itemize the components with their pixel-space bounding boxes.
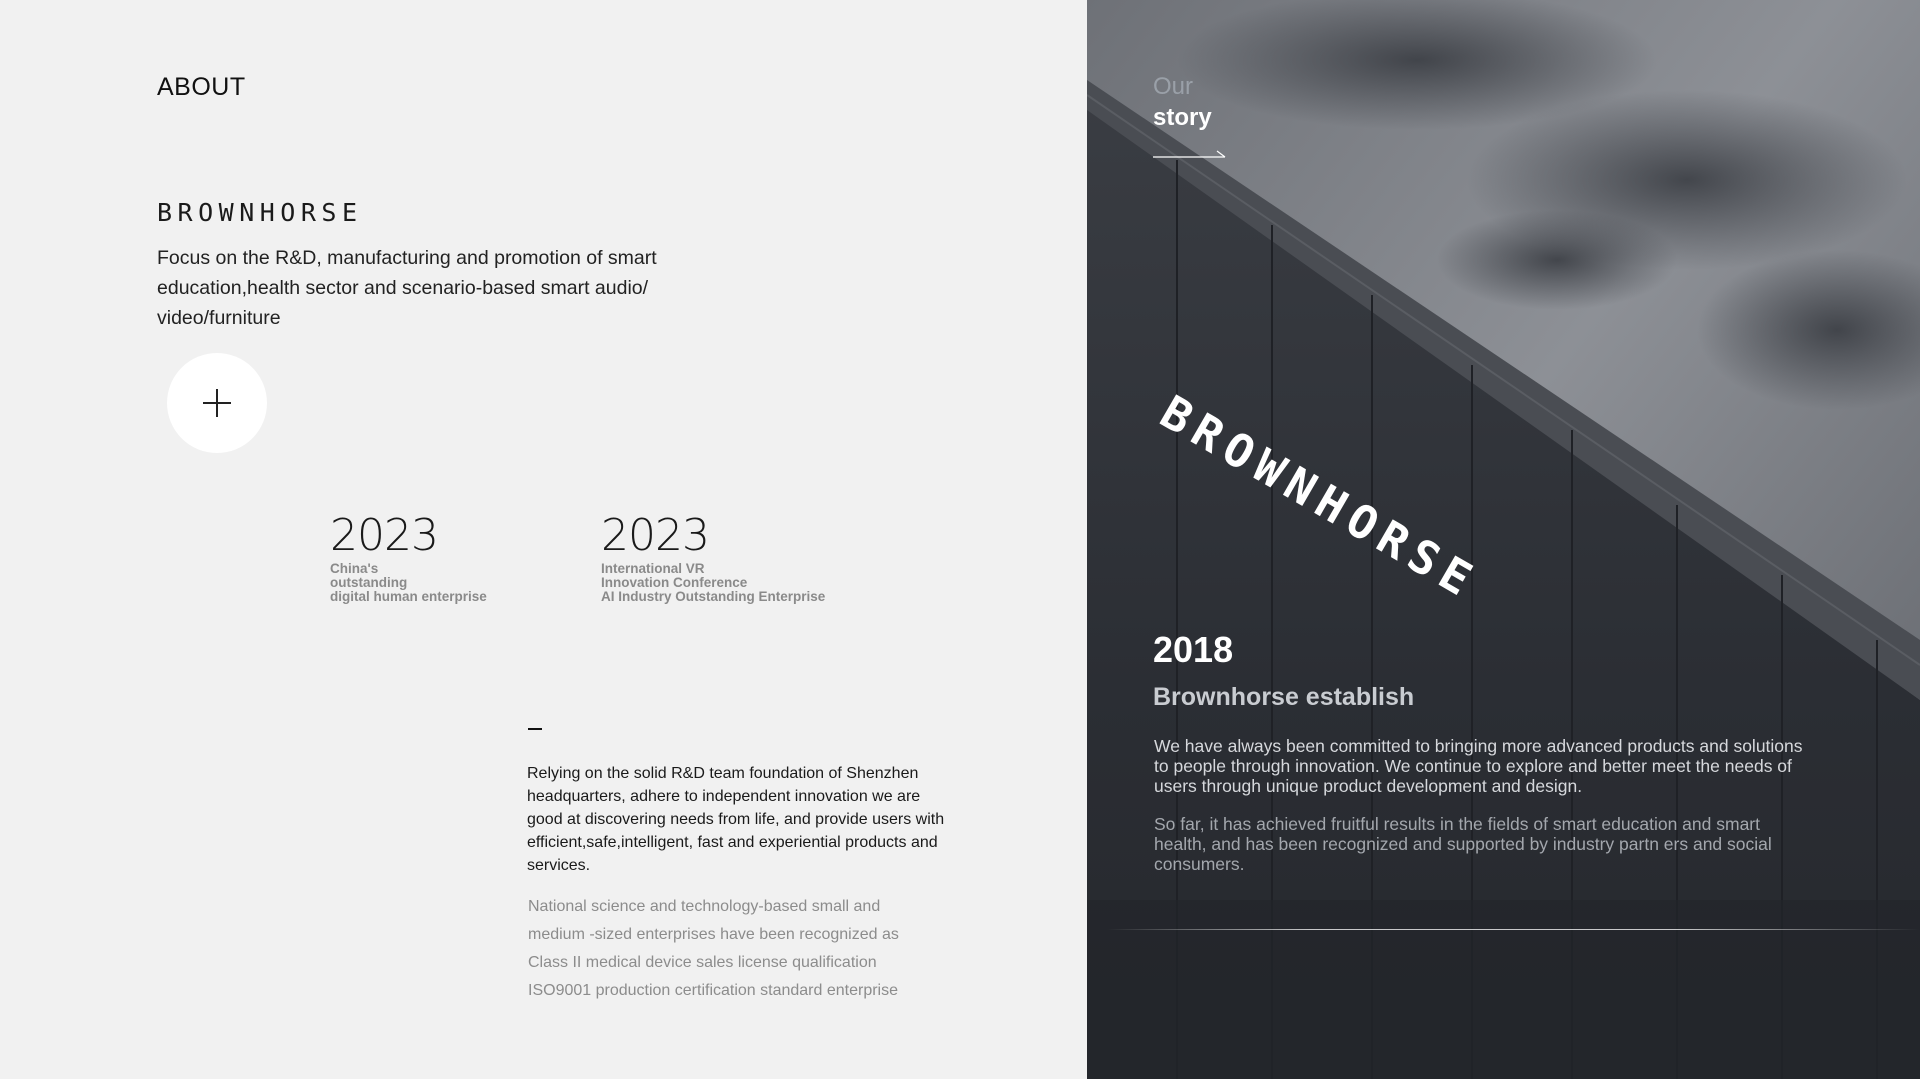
building-sign-text: BROWNHORSE bbox=[1153, 388, 1488, 611]
award-line: AI Industry Outstanding Enterprise bbox=[601, 589, 826, 604]
building-sign-logo bbox=[1153, 388, 1633, 648]
company-intro: Relying on the solid R&D team foundation of Shenzhen headquarters, adhere to independent innovation we are good at discovering needs from life, and provide users with efficient,safe,intelligent, fast and experiential products and services. bbox=[527, 765, 945, 874]
story-panel bbox=[1087, 0, 1920, 1079]
company-tagline: Focus on the R&D, manufacturing and promotion of smart education,health sector and scenario-based smart audio/ video/furniture bbox=[157, 247, 657, 329]
plus-icon bbox=[202, 388, 232, 418]
recognition-item: medium -sized enterprises have been recognized as bbox=[528, 926, 899, 943]
story-divider bbox=[1107, 929, 1920, 930]
award-line: International VR bbox=[601, 561, 705, 576]
story-headline: Brownhorse establish bbox=[1153, 683, 1415, 711]
arrow-right-icon bbox=[1153, 149, 1227, 159]
brand-logo-icon bbox=[157, 200, 425, 224]
award-card bbox=[601, 510, 825, 604]
story-paragraph: So far, it has achieved fruitful results in the fields of smart education and smart health, and has been recognized and supported by industry partn ers and social consumers. bbox=[1154, 814, 1772, 874]
expand-button[interactable] bbox=[167, 353, 267, 453]
about-title: ABOUT bbox=[157, 73, 246, 101]
recognition-item: Class II medical device sales license qualification bbox=[528, 954, 877, 971]
award-card bbox=[330, 510, 487, 604]
award-line: digital human enterprise bbox=[330, 589, 487, 604]
award-line: outstanding bbox=[330, 575, 408, 590]
recognitions-list bbox=[528, 893, 958, 1005]
award-year: 2023 bbox=[330, 510, 438, 561]
story-year: 2018 bbox=[1153, 629, 1234, 670]
story-heading-our: Our bbox=[1153, 73, 1194, 100]
story-heading-story: story bbox=[1153, 104, 1212, 131]
story-paragraph: We have always been committed to bringing more advanced products and solutions to people through innovation. We continue to explore and better meet the needs of users through unique product development and design. bbox=[1154, 736, 1803, 796]
section-dash-divider bbox=[528, 728, 542, 730]
building-sign bbox=[1153, 388, 1633, 653]
award-line: China's bbox=[330, 561, 379, 576]
award-line: Innovation Conference bbox=[601, 575, 748, 590]
recognition-item: ISO9001 production certification standard enterprise bbox=[528, 982, 898, 999]
recognition-item: National science and technology-based small and bbox=[528, 898, 881, 915]
brand-logo-text: BROWNHORSE bbox=[157, 200, 363, 224]
brand-logo bbox=[157, 200, 425, 229]
award-year: 2023 bbox=[601, 510, 709, 561]
story-arrow-link[interactable] bbox=[1153, 146, 1227, 164]
